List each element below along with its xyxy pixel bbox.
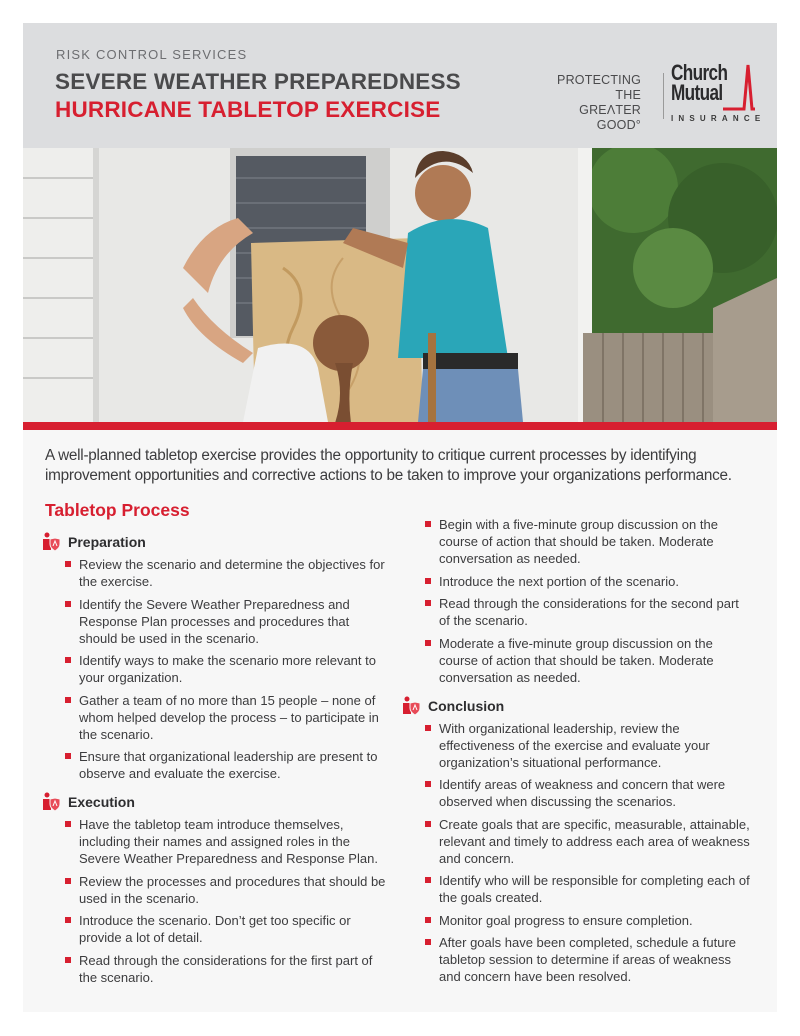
execution-list-continued — [401, 516, 751, 686]
conclusion-list — [401, 720, 751, 986]
tagline-line-3: GOOD° — [596, 118, 641, 132]
group-execution-continued — [401, 516, 751, 686]
header-band — [23, 23, 777, 148]
list-item: With organizational leadership, review the effectiveness of the exercise and evaluate your organization’s situational performance. — [425, 720, 751, 771]
tagline-line-2: THE GREΛTER — [579, 88, 641, 117]
list-item: Moderate a five-minute group discussion on the course of action that should be taken. Moderate conversation as needed. — [425, 635, 751, 686]
list-item: Introduce the scenario. Don’t get too specific or provide a lot of detail. — [65, 912, 391, 946]
brand-line-1: Church — [671, 60, 728, 85]
list-item: Identify the Severe Weather Preparedness and Response Plan processes and procedures that should be used in the scenario. — [65, 596, 391, 647]
list-item: Identify ways to make the scenario more relevant to your organization. — [65, 652, 391, 686]
list-item: Introduce the next portion of the scenario. — [425, 573, 751, 590]
accent-bar — [23, 422, 777, 430]
tagline-line-1: PROTECTING — [557, 73, 641, 87]
person-shield-icon — [41, 532, 61, 552]
group-title: Execution — [68, 794, 135, 810]
list-item: Monitor goal progress to ensure completion. — [425, 912, 751, 929]
brand-insurance-label: INSURANCE — [671, 114, 766, 123]
list-item: Gather a team of no more than 15 people – none of whom helped develop the process – to participate in the scenario. — [65, 692, 391, 743]
brand-line-2: Mutual — [671, 80, 723, 105]
group-execution — [41, 791, 391, 986]
logo-divider — [663, 73, 664, 119]
list-item: Have the tabletop team introduce themselves, including their names and assigned roles in the Severe Weather Preparedness and Response Plan. — [65, 816, 391, 867]
page-title: SEVERE WEATHER PREPAREDNESS — [55, 69, 461, 94]
list-item: After goals have been completed, schedule a future tabletop session to determine if areas of weakness and concern have been resolved. — [425, 934, 751, 985]
right-column — [401, 516, 751, 994]
list-item: Review the scenario and determine the objectives for the exercise. — [65, 556, 391, 590]
list-item: Review the processes and procedures that should be used in the scenario. — [65, 873, 391, 907]
group-title: Conclusion — [428, 697, 505, 714]
group-header — [401, 695, 751, 717]
preparation-list — [41, 556, 391, 782]
group-conclusion — [401, 695, 751, 986]
section-title: Tabletop Process — [45, 500, 190, 520]
left-column — [41, 531, 391, 995]
intro-paragraph: A well-planned tabletop exercise provides the opportunity to critique current processes by identifying improvement opportunities and corrective actions to be taken to improve your organizations performance. — [45, 447, 732, 484]
list-item: Ensure that organizational leadership are present to observe and evaluate the exercise. — [65, 748, 391, 782]
brand-wordmark — [671, 60, 728, 105]
list-item: Create goals that are specific, measurable, attainable, relevant and timely to address each area of weakness and concern. — [425, 816, 751, 867]
person-shield-icon — [41, 792, 61, 812]
church-mutual-logo — [557, 60, 766, 132]
group-preparation — [41, 531, 391, 782]
execution-list — [41, 816, 391, 986]
list-item: Read through the considerations for the second part of the scenario. — [425, 595, 751, 629]
group-header — [41, 791, 391, 813]
group-title: Preparation — [68, 534, 146, 550]
list-item: Identify who will be responsible for completing each of the goals created. — [425, 872, 751, 906]
logo-tagline — [557, 73, 641, 133]
page-subtitle: HURRICANE TABLETOP EXERCISE — [55, 97, 441, 122]
list-item: Identify areas of weakness and concern that were observed when discussing the scenarios. — [425, 776, 751, 810]
group-header — [41, 531, 391, 553]
hero-photo — [23, 148, 777, 422]
person-shield-icon — [401, 696, 421, 716]
church-spire-icon — [723, 63, 755, 113]
hurricane-prep-photo — [23, 148, 777, 422]
document-page — [23, 23, 777, 1012]
list-item: Read through the considerations for the first part of the scenario. — [65, 952, 391, 986]
eyebrow-label: RISK CONTROL SERVICES — [56, 47, 248, 62]
list-item: Begin with a five-minute group discussion on the course of action that should be taken. Moderate conversation as needed. — [425, 516, 751, 567]
